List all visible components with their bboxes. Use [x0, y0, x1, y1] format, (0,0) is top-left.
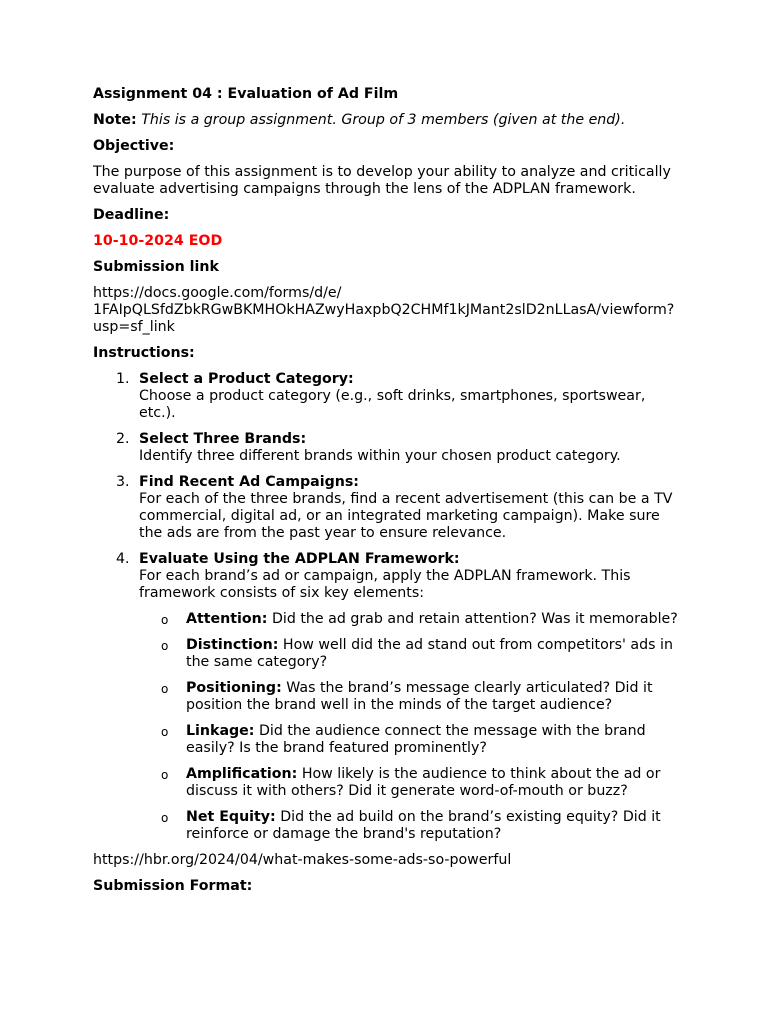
element-text: How well did the ad stand out from competitors' ads in the same category?	[186, 637, 673, 670]
adplan-element	[139, 680, 683, 714]
step-title: Evaluate Using the ADPLAN Framework:	[139, 551, 460, 567]
deadline-value: 10-10-2024 EOD	[93, 233, 223, 249]
element-term: Linkage:	[186, 723, 255, 739]
step-text: Identify three different brands within your chosen product category.	[139, 448, 621, 464]
element-term: Distinction:	[186, 637, 279, 653]
element-text: How likely is the audience to think about the ad or discuss it with others? Did it generate word-of-mouth or buzz?	[186, 766, 661, 799]
submission-link-url-part-1: https://docs.google.com/forms/d/e/	[93, 285, 342, 301]
reference-url[interactable]: https://hbr.org/2024/04/what-makes-some-ads-so-powerful	[93, 852, 512, 868]
bullet-icon: o	[161, 811, 169, 825]
note-paragraph	[93, 112, 683, 129]
objective-heading: Objective:	[93, 138, 175, 154]
element-term: Net Equity:	[186, 809, 276, 825]
adplan-element	[139, 611, 683, 628]
adplan-element	[139, 637, 683, 671]
step-number: 2.	[116, 431, 130, 447]
submission-link-url-part-2: 1FAIpQLSfdZbkRGwBKMHOkHAZwyHaxpbQ2CHMf1kJMant2slD2nLLasA/viewform?	[93, 302, 675, 318]
step-title: Find Recent Ad Campaigns:	[139, 474, 359, 490]
step-text: Choose a product category (e.g., soft drinks, smartphones, sportswear, etc.).	[139, 388, 646, 421]
step-text: For each of the three brands, find a recent advertisement (this can be a TV commercial, digital ad, or an integrated marketing campaign). Make sure the ads are from the past year to ensure relevance.	[139, 491, 673, 541]
instruction-step	[93, 474, 683, 542]
element-text: Did the audience connect the message with the brand easily? Is the brand featured prominently?	[186, 723, 646, 756]
bullet-icon: o	[161, 725, 169, 739]
submission-link-url-part-3: usp=sf_link	[93, 319, 175, 335]
element-term: Positioning:	[186, 680, 282, 696]
element-text: Was the brand’s message clearly articulated? Did it position the brand well in the minds of the target audience?	[186, 680, 653, 713]
objective-text: The purpose of this assignment is to develop your ability to analyze and critically evaluate advertising campaigns through the lens of the ADPLAN framework.	[93, 164, 671, 197]
step-text: For each brand’s ad or campaign, apply the ADPLAN framework. This framework consists of six key elements:	[139, 568, 631, 601]
element-term: Attention:	[186, 611, 268, 627]
instruction-step	[93, 551, 683, 843]
step-title: Select Three Brands:	[139, 431, 307, 447]
bullet-icon: o	[161, 768, 169, 782]
document-title: Assignment 04 : Evaluation of Ad Film	[93, 86, 399, 102]
instructions-heading: Instructions:	[93, 345, 195, 361]
step-number: 4.	[116, 551, 130, 567]
submission-link-url[interactable]	[93, 285, 683, 336]
instruction-step	[93, 371, 683, 422]
submission-format-heading: Submission Format:	[93, 878, 253, 894]
adplan-element	[139, 723, 683, 757]
bullet-icon: o	[161, 682, 169, 696]
instruction-step	[93, 431, 683, 465]
element-term: Amplification:	[186, 766, 298, 782]
deadline-heading: Deadline:	[93, 207, 170, 223]
element-text: Did the ad build on the brand’s existing equity? Did it reinforce or damage the brand's reputation?	[186, 809, 661, 842]
submission-link-heading: Submission link	[93, 259, 219, 275]
note-text: This is a group assignment. Group of 3 members (given at the end).	[141, 112, 626, 128]
step-number: 1.	[116, 371, 130, 387]
note-label: Note:	[93, 112, 137, 128]
step-number: 3.	[116, 474, 130, 490]
document-page	[93, 86, 683, 904]
adplan-element	[139, 809, 683, 843]
bullet-icon: o	[161, 613, 169, 627]
instructions-list	[93, 371, 683, 843]
adplan-element	[139, 766, 683, 800]
adplan-elements-list	[139, 611, 683, 843]
step-title: Select a Product Category:	[139, 371, 354, 387]
bullet-icon: o	[161, 639, 169, 653]
element-text: Did the ad grab and retain attention? Was it memorable?	[271, 611, 678, 627]
